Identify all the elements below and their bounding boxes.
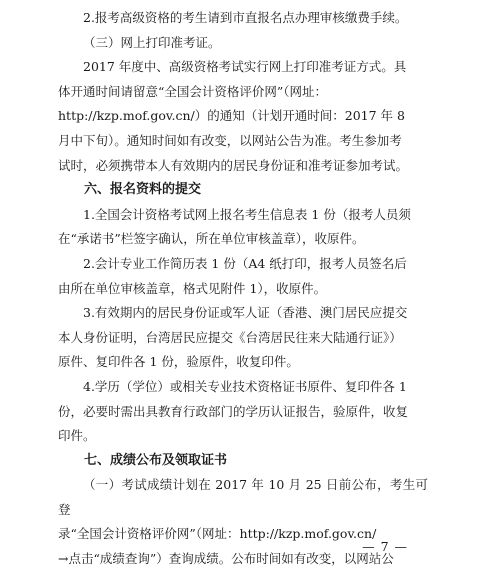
text-line: 2.报考高级资格的考生请到市直报名点办理审核缴费手续。 xyxy=(83,10,408,25)
text-line: 由所在单位审核盖章，格式见附件 1），收原件。 xyxy=(58,280,327,296)
text-line: 月中下旬）。通知时间如有改变，以网站公告为准。考生参加考 xyxy=(58,132,402,148)
text-line: 4.学历（学位）或相关专业技术资格证书原件、复印件各 1 xyxy=(83,378,407,394)
text-line: （一）考试成绩计划在 2017 年 10 月 25 日前公布，考生可登 xyxy=(58,477,428,517)
text-line: 在“承诺书”栏签字确认，所在单位审核盖章），收原件。 xyxy=(58,231,365,247)
page-number: — 7 — xyxy=(362,539,408,554)
text-line: 1.全国会计资格考试网上报名考生信息表 1 份（报考人员须 xyxy=(83,206,411,222)
text-line: 本人身份证明，台湾居民应提交《台湾居民往来大陆通行证》） xyxy=(58,329,402,345)
section-heading-7: 七、成绩公布及领取证书 xyxy=(84,452,228,468)
text-line: 份，必要时需出具教育行政部门的学历认证报告，验原件，收复 xyxy=(58,403,409,419)
paragraph-item-2-resume xyxy=(58,252,428,301)
text-line: http://kzp.mof.gov.cn/）的通知（计划开通时间：2017 年 8 xyxy=(58,108,405,124)
text-line: →点击“成绩查询”）查询成绩。公布时间如有改变，以网站公 xyxy=(58,551,394,567)
text-line: 试时，必须携带本人有效期内的居民身份证和准考证参加考试。 xyxy=(58,157,409,173)
section-heading-6: 六、报名资料的提交 xyxy=(84,182,202,198)
text-line: （三）网上打印准考证。 xyxy=(83,34,221,50)
text-line: 体开通时间请留意“全国会计资格评价网”（网址： xyxy=(58,83,328,99)
text-line: 2.会计专业工作简历表 1 份（A4 纸打印，报考人员签名后 xyxy=(83,255,407,271)
paragraph-subheading-3 xyxy=(58,31,428,56)
text-line: 3.有效期内的居民身份证或军人证（香港、澳门居民应提交 xyxy=(83,305,408,321)
paragraph-item-1-materials xyxy=(58,203,428,252)
paragraph-item-4-education xyxy=(58,375,428,449)
paragraph-item-2-senior xyxy=(58,6,428,31)
text-line: 原件、复印件各 1 份，验原件，收复印件。 xyxy=(58,354,299,370)
text-line: 印件。 xyxy=(58,428,96,444)
paragraph-score-release xyxy=(58,473,428,571)
text-line: 录“全国会计资格评价网”（网址：http://kzp.mof.gov.cn/ xyxy=(58,526,377,542)
text-line: 2017 年度中、高级资格考试实行网上打印准考证方式。具 xyxy=(83,59,407,75)
paragraph-item-3-id xyxy=(58,301,428,375)
paragraph-admission-ticket xyxy=(58,55,428,178)
